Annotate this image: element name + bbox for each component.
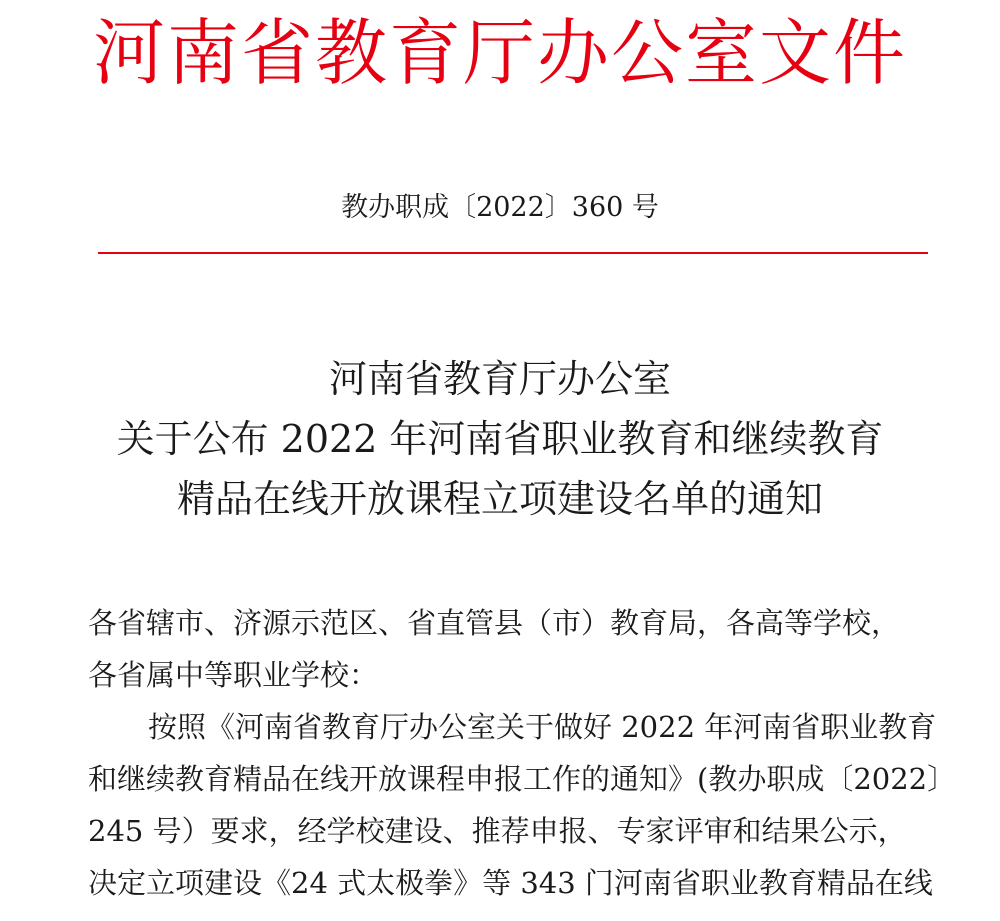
document-header-title: 河南省教育厅办公室文件 bbox=[92, 11, 907, 95]
notice-title-line-2: 关于公布 2022 年河南省职业教育和继续教育 bbox=[116, 417, 884, 461]
notice-title-line-1: 河南省教育厅办公室 bbox=[328, 357, 671, 401]
paragraph-line-2: 和继续教育精品在线开放课程申报工作的通知》(教办职成〔2022〕 bbox=[88, 762, 957, 796]
notice-title bbox=[0, 349, 1000, 529]
red-divider-line bbox=[98, 252, 928, 254]
paragraph-line-4: 决定立项建设《24 式太极拳》等 343 门河南省职业教育精品在线 bbox=[88, 866, 933, 900]
paragraph-line-1: 按照《河南省教育厅办公室关于做好 2022 年河南省职业教育 bbox=[148, 710, 937, 744]
notice-title-line-3: 精品在线开放课程立项建设名单的通知 bbox=[176, 477, 823, 521]
document-number: 教办职成〔2022〕360 号 bbox=[341, 192, 659, 223]
notice-body bbox=[88, 597, 957, 909]
paragraph-line-3: 245 号）要求，经学校建设、推荐申报、专家评审和结果公示， bbox=[88, 814, 907, 848]
recipients-line-1: 各省辖市、济源示范区、省直管县（市）教育局，各高等学校， bbox=[88, 606, 901, 640]
recipients-line-2: 各省属中等职业学校： bbox=[88, 658, 379, 692]
